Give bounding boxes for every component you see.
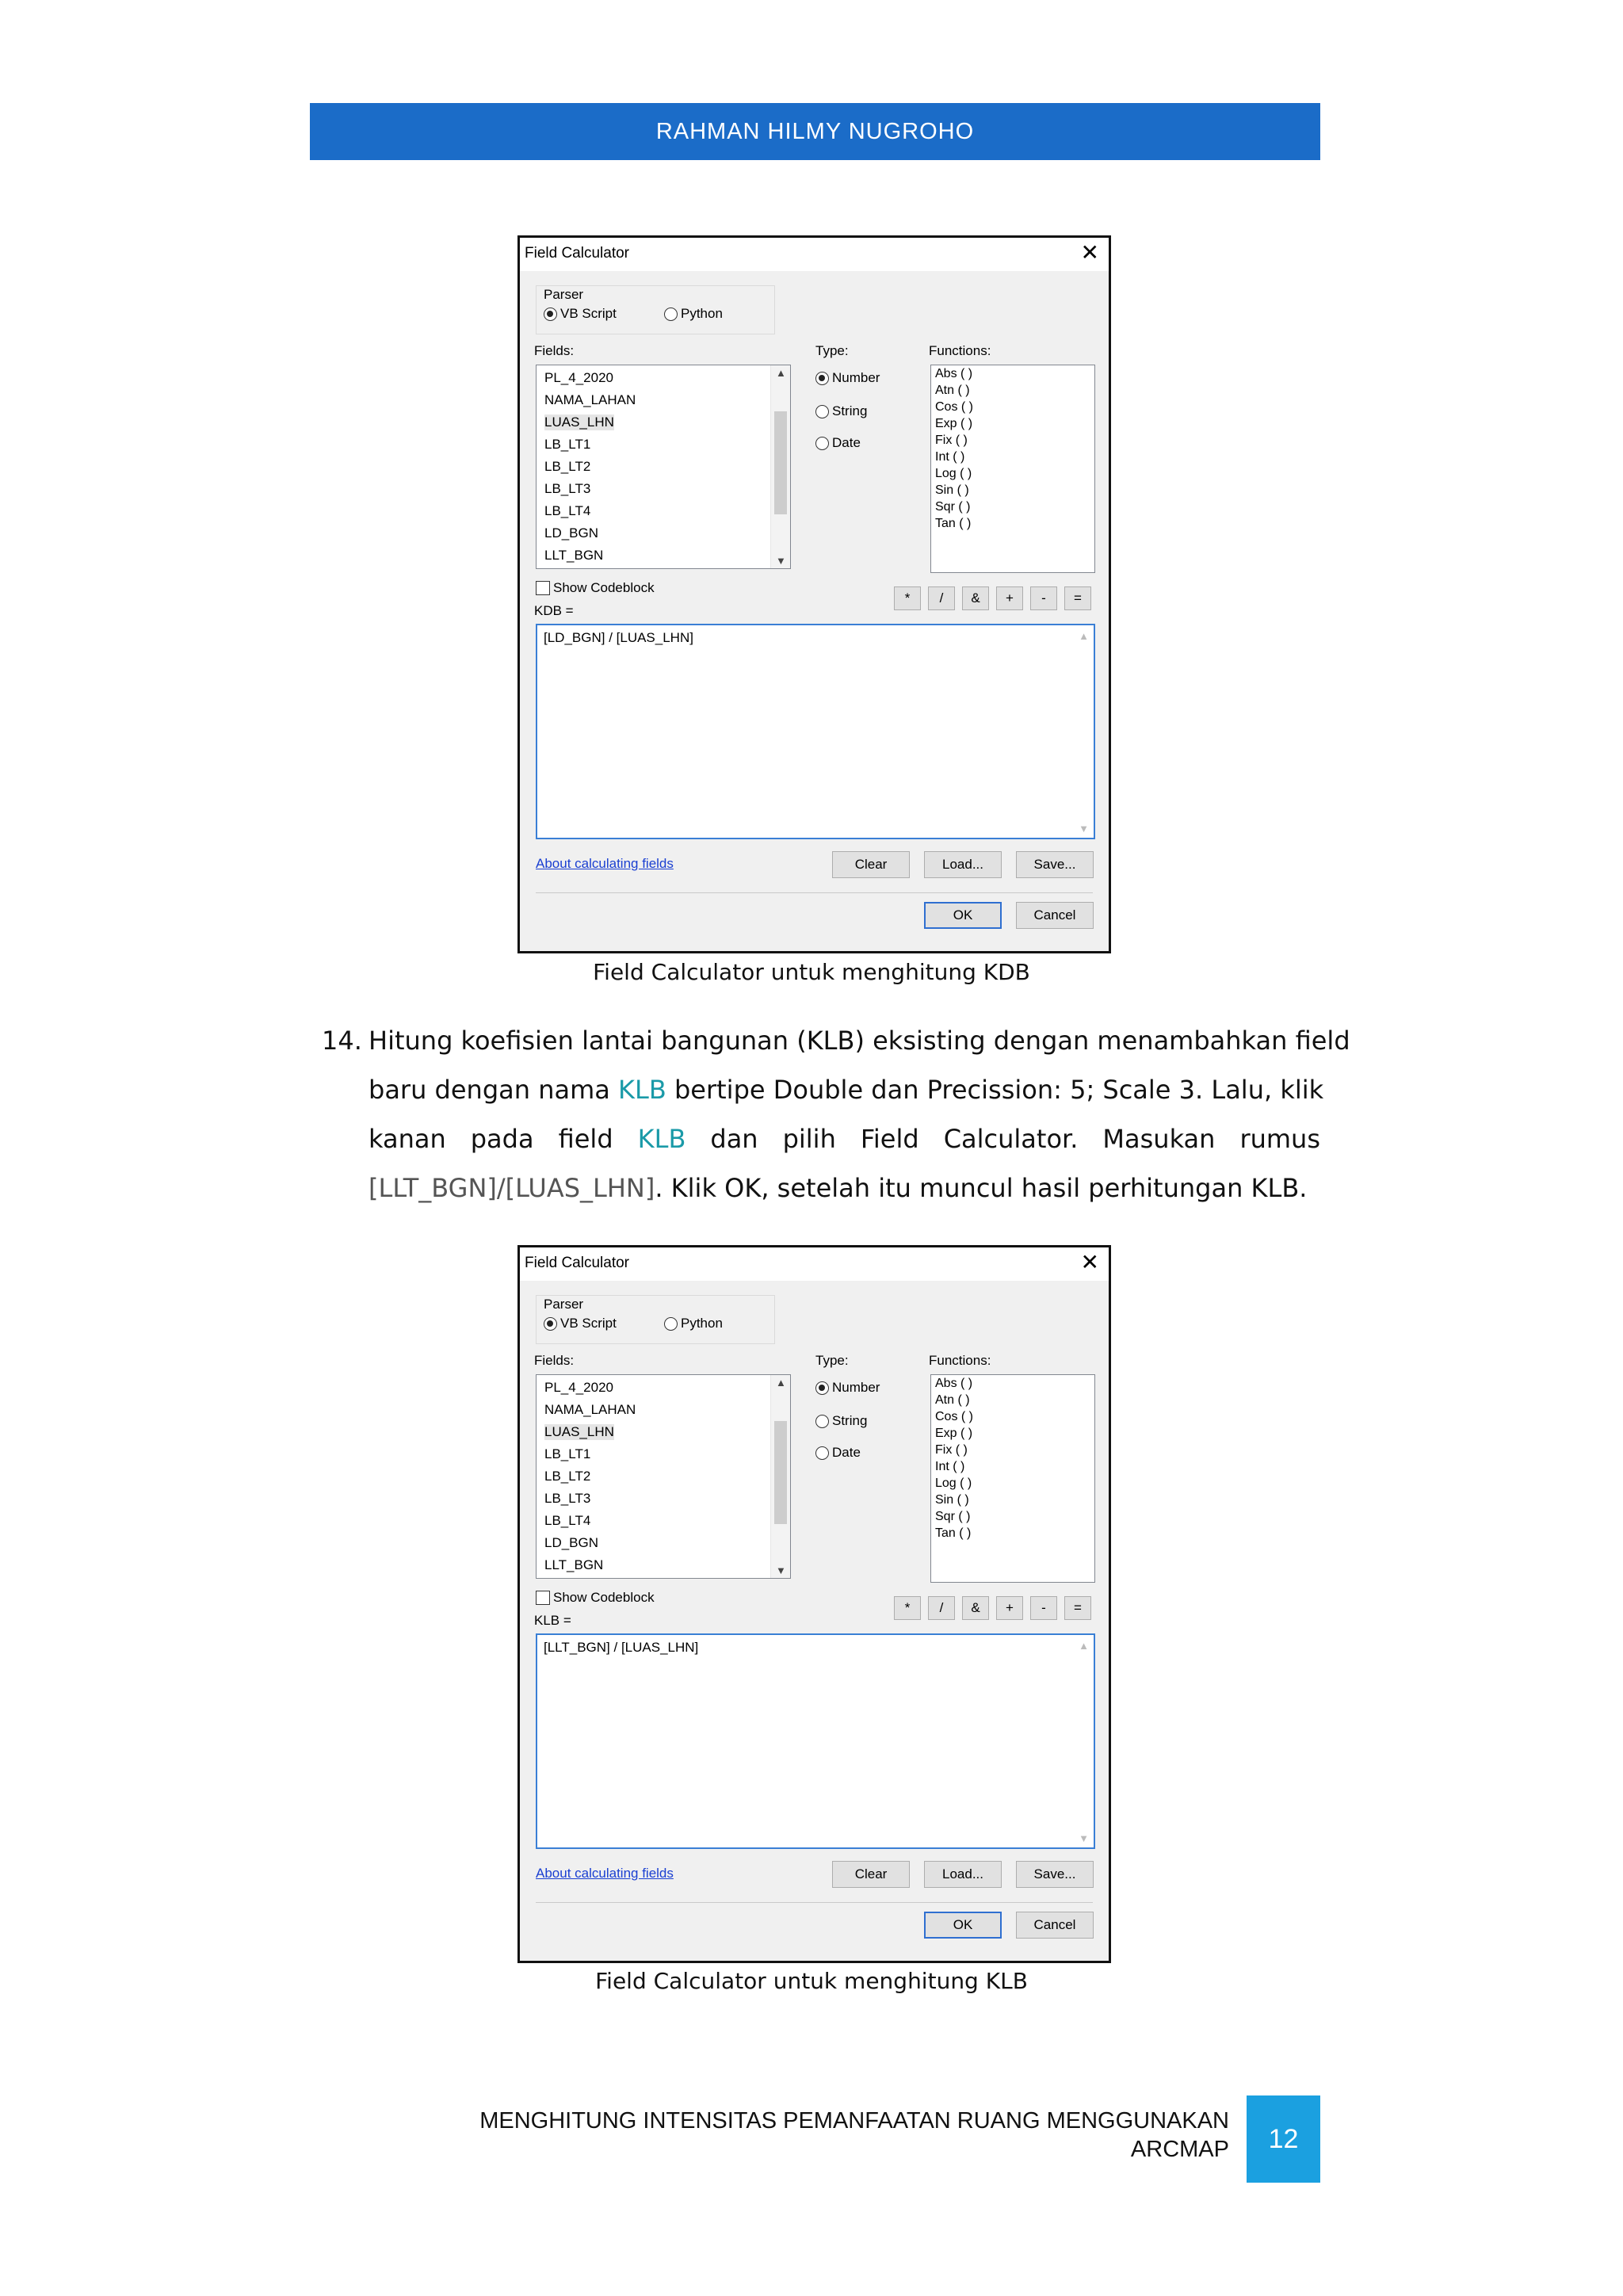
type-label: Type: [815, 343, 849, 358]
scroll-down-icon[interactable]: ▼ [776, 1564, 786, 1576]
list-item[interactable]: LB_LT4 [544, 503, 591, 518]
checkbox-label: Show Codeblock [553, 1590, 655, 1605]
list-item[interactable]: Int ( ) [935, 450, 965, 464]
radio-icon [815, 372, 829, 385]
page-number: 12 [1268, 2123, 1299, 2154]
expression-input[interactable] [536, 1633, 1095, 1849]
checkbox-icon [536, 581, 550, 595]
radio-icon [664, 1317, 678, 1331]
save-button[interactable]: Save... [1016, 1861, 1094, 1888]
parser-python-radio[interactable] [664, 1316, 723, 1331]
radio-label: String [832, 1413, 868, 1428]
multiply-button[interactable]: * [894, 586, 921, 610]
functions-label: Functions: [929, 343, 991, 358]
dialog-titlebar [520, 1247, 1109, 1281]
target-field-label: KDB = [534, 603, 574, 618]
clear-button[interactable]: Clear [832, 1861, 910, 1888]
concat-button[interactable]: & [962, 586, 989, 610]
list-item[interactable]: Log ( ) [935, 467, 972, 480]
list-item[interactable]: LB_LT4 [544, 1513, 591, 1528]
radio-label: Number [832, 1380, 880, 1395]
equals-button[interactable]: = [1064, 586, 1091, 610]
scroll-up-icon[interactable]: ▲ [776, 367, 786, 379]
paragraph-line [369, 1114, 1320, 1163]
list-item[interactable]: Atn ( ) [935, 384, 970, 397]
text-run: dan pilih Field Calculator. Masukan rumus [685, 1124, 1321, 1154]
parser-label: Parser [544, 287, 584, 302]
list-item[interactable]: Exp ( ) [935, 1427, 973, 1440]
expression-text: [LD_BGN] / [LUAS_LHN] [544, 630, 693, 645]
type-date-radio[interactable] [815, 1445, 861, 1461]
fields-scrollbar[interactable] [770, 1375, 790, 1578]
fields-list[interactable] [536, 365, 791, 569]
page-number-badge [1247, 2095, 1320, 2183]
type-date-radio[interactable] [815, 435, 861, 451]
close-icon[interactable]: ✕ [1080, 240, 1099, 265]
list-item[interactable]: Cos ( ) [935, 1410, 973, 1423]
minus-button[interactable]: - [1030, 586, 1057, 610]
expression-text: [LLT_BGN] / [LUAS_LHN] [544, 1640, 699, 1655]
list-item[interactable]: LUAS_LHN [544, 415, 614, 430]
list-item[interactable]: PL_4_2020 [544, 1380, 613, 1395]
list-item[interactable]: LB_LT2 [544, 1469, 591, 1484]
radio-label: Python [681, 1316, 723, 1331]
list-item[interactable]: Int ( ) [935, 1460, 965, 1473]
save-button[interactable]: Save... [1016, 851, 1094, 878]
divide-button[interactable]: / [928, 1596, 955, 1620]
parser-label: Parser [544, 1297, 584, 1312]
plus-button[interactable]: + [996, 1596, 1023, 1620]
type-number-radio[interactable] [815, 1380, 880, 1396]
footer-line: MENGHITUNG INTENSITAS PEMANFAATAN RUANG MENGGUNAKAN [479, 2108, 1229, 2134]
radio-icon [815, 1446, 829, 1460]
list-item[interactable]: Sin ( ) [935, 483, 969, 497]
paragraph-line: Hitung koefisien lantai bangunan (KLB) eksisting dengan menambahkan field [369, 1026, 1350, 1056]
list-item[interactable]: Exp ( ) [935, 417, 973, 430]
footer-line: ARCMAP [1130, 2137, 1229, 2162]
radio-icon [544, 1317, 557, 1331]
list-item[interactable]: Tan ( ) [935, 517, 972, 530]
dialog-title: Field Calculator [525, 245, 629, 262]
list-item[interactable]: NAMA_LAHAN [544, 392, 636, 407]
cancel-button[interactable]: Cancel [1016, 902, 1094, 929]
list-item[interactable]: LB_LT3 [544, 1491, 591, 1506]
load-button[interactable]: Load... [924, 1861, 1002, 1888]
list-item[interactable]: Tan ( ) [935, 1526, 972, 1540]
plus-button[interactable]: + [996, 586, 1023, 610]
figure-caption-kdb: Field Calculator untuk menghitung KDB [593, 959, 1030, 985]
radio-icon [815, 1415, 829, 1428]
ok-button[interactable]: OK [924, 902, 1002, 929]
radio-label: Number [832, 370, 880, 385]
target-field-label: KLB = [534, 1613, 571, 1628]
list-item[interactable]: LLT_BGN [544, 1557, 604, 1572]
scroll-up-icon[interactable]: ▲ [776, 1377, 786, 1389]
highlight-field-name: KLB [618, 1075, 666, 1105]
list-item[interactable]: Abs ( ) [935, 367, 973, 380]
scroll-down-icon[interactable]: ▼ [1079, 823, 1089, 835]
parser-python-radio[interactable] [664, 306, 723, 322]
list-item[interactable]: Atn ( ) [935, 1393, 970, 1407]
radio-label: VB Script [560, 1316, 617, 1331]
scroll-thumb[interactable] [774, 411, 787, 514]
equals-button[interactable]: = [1064, 1596, 1091, 1620]
radio-label: String [832, 403, 868, 418]
formula-text: [LLT_BGN]/[LUAS_LHN] [369, 1173, 655, 1203]
clear-button[interactable]: Clear [832, 851, 910, 878]
footer-title [479, 2107, 1229, 2164]
list-item[interactable]: LB_LT1 [544, 1446, 591, 1461]
divider [536, 892, 1093, 893]
fields-label: Fields: [534, 343, 575, 358]
figure-caption-klb: Field Calculator untuk menghitung KLB [595, 1968, 1028, 1994]
scroll-thumb[interactable] [774, 1421, 787, 1524]
step-number: 14. [322, 1026, 362, 1056]
paragraph-line [369, 1065, 1324, 1114]
load-button[interactable]: Load... [924, 851, 1002, 878]
list-item[interactable]: LB_LT2 [544, 459, 591, 474]
radio-icon [815, 1381, 829, 1395]
dialog-titlebar [520, 238, 1109, 271]
list-item[interactable]: Log ( ) [935, 1477, 972, 1490]
highlight-field-name: KLB [637, 1124, 686, 1154]
ok-button[interactable]: OK [924, 1912, 1002, 1939]
list-item[interactable]: LD_BGN [544, 525, 599, 541]
functions-list[interactable] [930, 365, 1095, 573]
minus-button[interactable]: - [1030, 1596, 1057, 1620]
type-string-radio[interactable] [815, 1413, 867, 1429]
multiply-button[interactable]: * [894, 1596, 921, 1620]
radio-icon [815, 405, 829, 418]
list-item[interactable]: Abs ( ) [935, 1377, 973, 1390]
type-string-radio[interactable] [815, 403, 867, 419]
concat-button[interactable]: & [962, 1596, 989, 1620]
list-item[interactable]: Sin ( ) [935, 1493, 969, 1507]
text-run: bertipe Double dan Precission: 5; Scale 3. Lalu, klik [666, 1075, 1324, 1105]
text-run: baru dengan nama [369, 1075, 619, 1105]
radio-label: Python [681, 306, 723, 321]
radio-icon [664, 308, 678, 321]
text-run: kanan pada field [369, 1124, 638, 1154]
scroll-up-icon[interactable]: ▲ [1079, 630, 1089, 642]
list-item[interactable]: LD_BGN [544, 1535, 599, 1550]
header-title: RAHMAN HILMY NUGROHO [655, 118, 975, 144]
radio-label: VB Script [560, 306, 617, 321]
show-codeblock-checkbox[interactable] [536, 580, 655, 596]
type-number-radio[interactable] [815, 370, 880, 386]
cancel-button[interactable]: Cancel [1016, 1912, 1094, 1939]
list-item[interactable]: LB_LT3 [544, 481, 591, 496]
fields-label: Fields: [534, 1353, 575, 1368]
scroll-up-icon[interactable]: ▲ [1079, 1640, 1089, 1652]
functions-label: Functions: [929, 1353, 991, 1368]
close-icon[interactable]: ✕ [1080, 1250, 1099, 1274]
parser-vbscript-radio[interactable] [544, 1316, 617, 1331]
parser-vbscript-radio[interactable] [544, 306, 617, 322]
functions-list[interactable] [930, 1374, 1095, 1583]
type-label: Type: [815, 1353, 849, 1368]
list-item[interactable]: Fix ( ) [935, 434, 968, 447]
list-item[interactable]: LB_LT1 [544, 437, 591, 452]
field-calculator-dialog-klb [517, 1245, 1111, 1963]
show-codeblock-checkbox[interactable] [536, 1590, 655, 1606]
scroll-down-icon[interactable]: ▼ [776, 555, 786, 567]
list-item[interactable]: Sqr ( ) [935, 500, 971, 514]
list-item[interactable]: LLT_BGN [544, 548, 604, 563]
radio-label: Date [832, 435, 861, 450]
checkbox-icon [536, 1591, 550, 1605]
divider [536, 1902, 1093, 1903]
text-run: . Klik OK, setelah itu muncul hasil perhitungan KLB. [655, 1173, 1308, 1203]
list-item[interactable]: Fix ( ) [935, 1443, 968, 1457]
list-item[interactable]: NAMA_LAHAN [544, 1402, 636, 1417]
radio-label: Date [832, 1445, 861, 1460]
scroll-down-icon[interactable]: ▼ [1079, 1832, 1089, 1844]
dialog-title: Field Calculator [525, 1255, 629, 1271]
list-item[interactable]: Cos ( ) [935, 400, 973, 414]
field-calculator-dialog-kdb [517, 235, 1111, 953]
radio-icon [815, 437, 829, 450]
list-item[interactable]: Sqr ( ) [935, 1510, 971, 1523]
about-calculating-fields-link[interactable]: About calculating fields [536, 856, 674, 871]
divide-button[interactable]: / [928, 586, 955, 610]
paragraph-line [369, 1163, 1320, 1213]
radio-icon [544, 308, 557, 321]
header-bar [310, 103, 1320, 160]
fields-scrollbar[interactable] [770, 365, 790, 568]
expression-input[interactable] [536, 624, 1095, 839]
list-item[interactable]: LUAS_LHN [544, 1424, 614, 1439]
fields-list[interactable] [536, 1374, 791, 1579]
checkbox-label: Show Codeblock [553, 580, 655, 595]
list-item[interactable]: PL_4_2020 [544, 370, 613, 385]
about-calculating-fields-link[interactable]: About calculating fields [536, 1866, 674, 1881]
